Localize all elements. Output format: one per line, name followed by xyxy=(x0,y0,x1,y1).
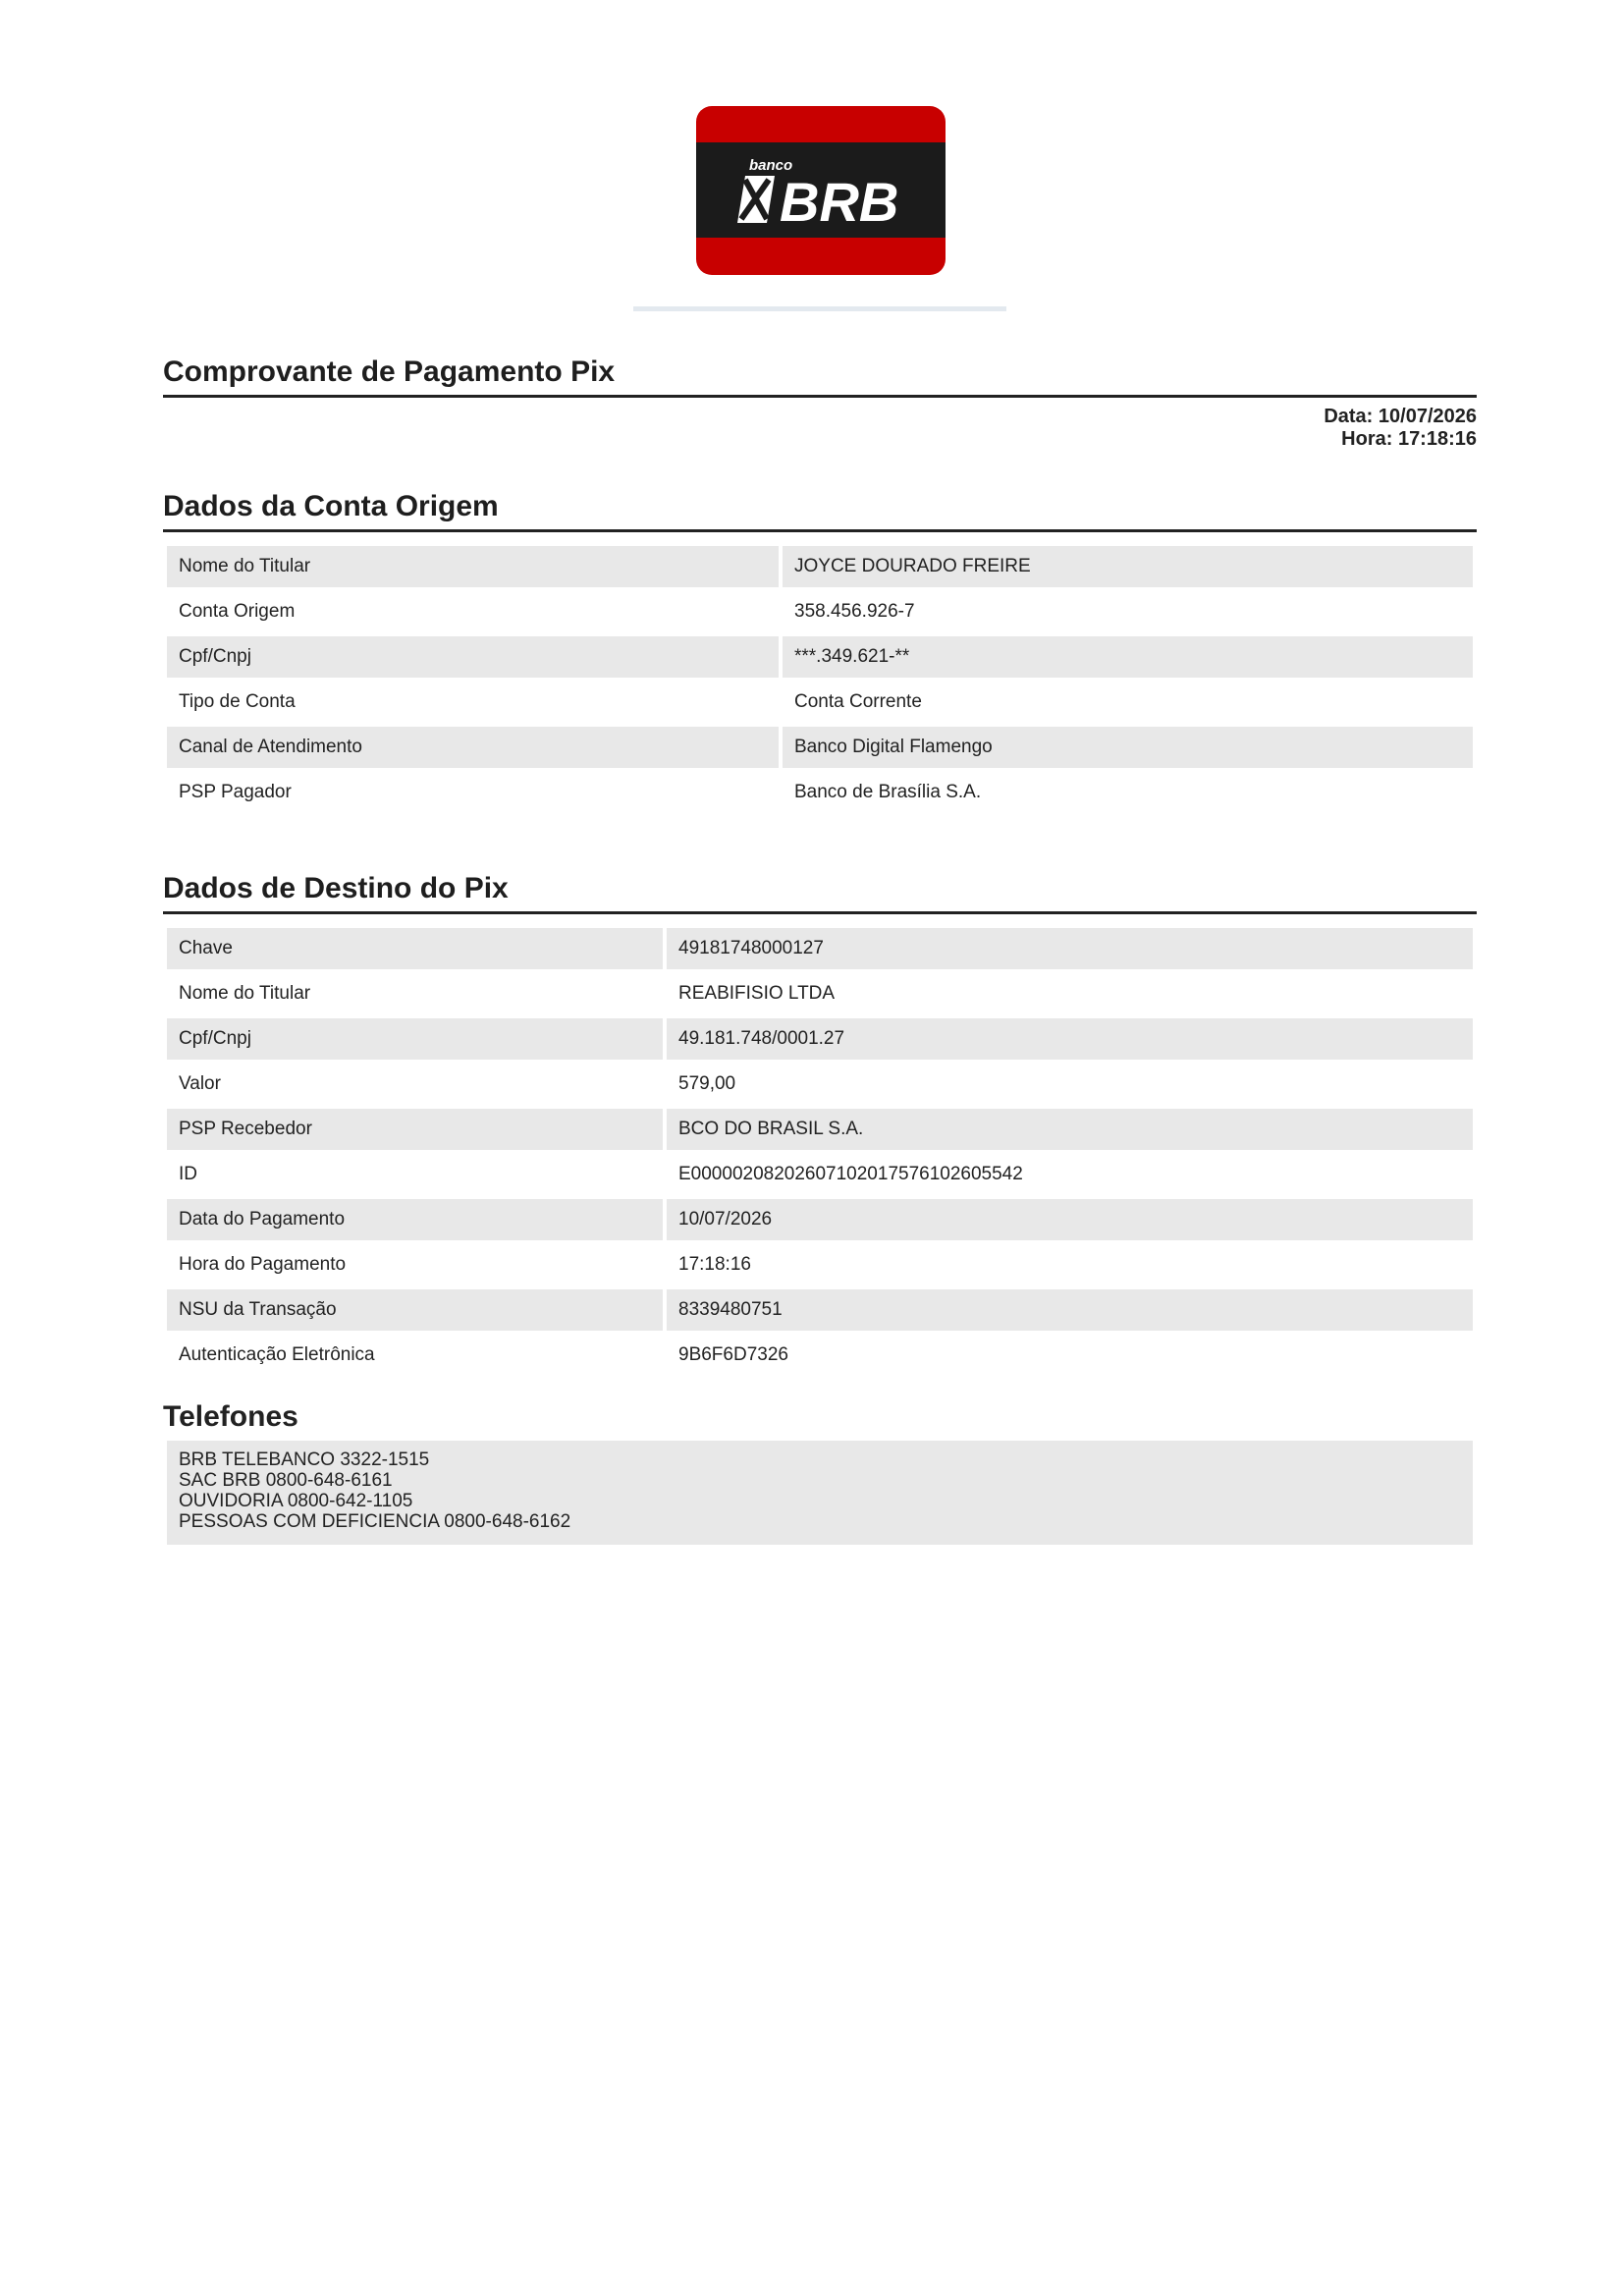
row-value: Conta Corrente xyxy=(794,691,922,712)
table-row xyxy=(167,1018,1473,1060)
destination-table xyxy=(163,924,1477,1380)
row-value: 9B6F6D7326 xyxy=(678,1344,788,1365)
row-label: Nome do Titular xyxy=(167,546,779,587)
origin-section-title: Dados da Conta Origem xyxy=(163,488,1477,532)
row-value: JOYCE DOURADO FREIRE xyxy=(783,546,1473,587)
table-row xyxy=(167,682,1473,723)
row-label: Hora do Pagamento xyxy=(179,1254,347,1275)
receipt-datetime xyxy=(163,406,1477,451)
logo-brand-text: BRB xyxy=(780,171,899,233)
row-value: 49181748000127 xyxy=(667,928,1473,969)
receipt-time: Hora: 17:18:16 xyxy=(1341,428,1477,450)
table-row xyxy=(167,772,1473,813)
table-row xyxy=(167,727,1473,768)
row-value: 8339480751 xyxy=(667,1289,1473,1331)
table-row xyxy=(167,1335,1473,1376)
row-label: Tipo de Conta xyxy=(179,691,296,712)
table-row xyxy=(167,973,1473,1014)
table-row xyxy=(167,591,1473,632)
phone-line: PESSOAS COM DEFICIENCIA 0800-648-6162 xyxy=(179,1511,571,1532)
row-value: 17:18:16 xyxy=(678,1254,751,1275)
receipt-date: Data: 10/07/2026 xyxy=(1324,406,1477,427)
receipt-content xyxy=(163,354,1477,1545)
phone-line: OUVIDORIA 0800-642-1105 xyxy=(179,1491,413,1511)
table-row xyxy=(167,546,1473,587)
brb-logo xyxy=(696,106,946,275)
logo-divider xyxy=(633,306,1006,311)
table-row xyxy=(167,1199,1473,1240)
row-label: Data do Pagamento xyxy=(167,1199,663,1240)
phones-box xyxy=(167,1441,1473,1545)
row-label: PSP Recebedor xyxy=(167,1109,663,1150)
phones-section-title: Telefones xyxy=(163,1400,298,1433)
row-label: Cpf/Cnpj xyxy=(167,1018,663,1060)
row-label: Canal de Atendimento xyxy=(167,727,779,768)
table-row xyxy=(167,1064,1473,1105)
row-label: PSP Pagador xyxy=(179,782,292,802)
row-label: ID xyxy=(179,1164,197,1184)
row-value: 579,00 xyxy=(678,1073,736,1094)
receipt-title: Comprovante de Pagamento Pix xyxy=(163,354,1477,398)
brb-mark-icon xyxy=(696,142,946,238)
table-row xyxy=(167,928,1473,969)
row-label: Conta Origem xyxy=(179,601,296,622)
row-value: REABIFISIO LTDA xyxy=(678,983,836,1004)
row-value: Banco de Brasília S.A. xyxy=(794,782,982,802)
row-label: Chave xyxy=(167,928,663,969)
row-value: E00000208202607102017576102605542 xyxy=(678,1164,1023,1184)
row-value: 49.181.748/0001.27 xyxy=(667,1018,1473,1060)
logo-small-text: banco xyxy=(749,157,793,174)
table-row xyxy=(167,1289,1473,1331)
origin-table xyxy=(163,542,1477,817)
row-value: 10/07/2026 xyxy=(667,1199,1473,1240)
row-label: Cpf/Cnpj xyxy=(167,636,779,678)
row-value: ***.349.621-** xyxy=(783,636,1473,678)
row-value: Banco Digital Flamengo xyxy=(783,727,1473,768)
row-value: 358.456.926-7 xyxy=(794,601,915,622)
table-row xyxy=(167,1109,1473,1150)
row-label: Autenticação Eletrônica xyxy=(179,1344,375,1365)
table-row xyxy=(167,1154,1473,1195)
phone-line: BRB TELEBANCO 3322-1515 xyxy=(179,1449,430,1470)
table-row xyxy=(167,636,1473,678)
row-label: Nome do Titular xyxy=(179,983,311,1004)
destination-section-title: Dados de Destino do Pix xyxy=(163,870,1477,914)
row-label: Valor xyxy=(179,1073,221,1094)
logo-band xyxy=(696,142,946,238)
row-label: NSU da Transação xyxy=(167,1289,663,1331)
table-row xyxy=(167,1244,1473,1285)
phone-line: SAC BRB 0800-648-6161 xyxy=(179,1470,393,1491)
row-value: BCO DO BRASIL S.A. xyxy=(667,1109,1473,1150)
